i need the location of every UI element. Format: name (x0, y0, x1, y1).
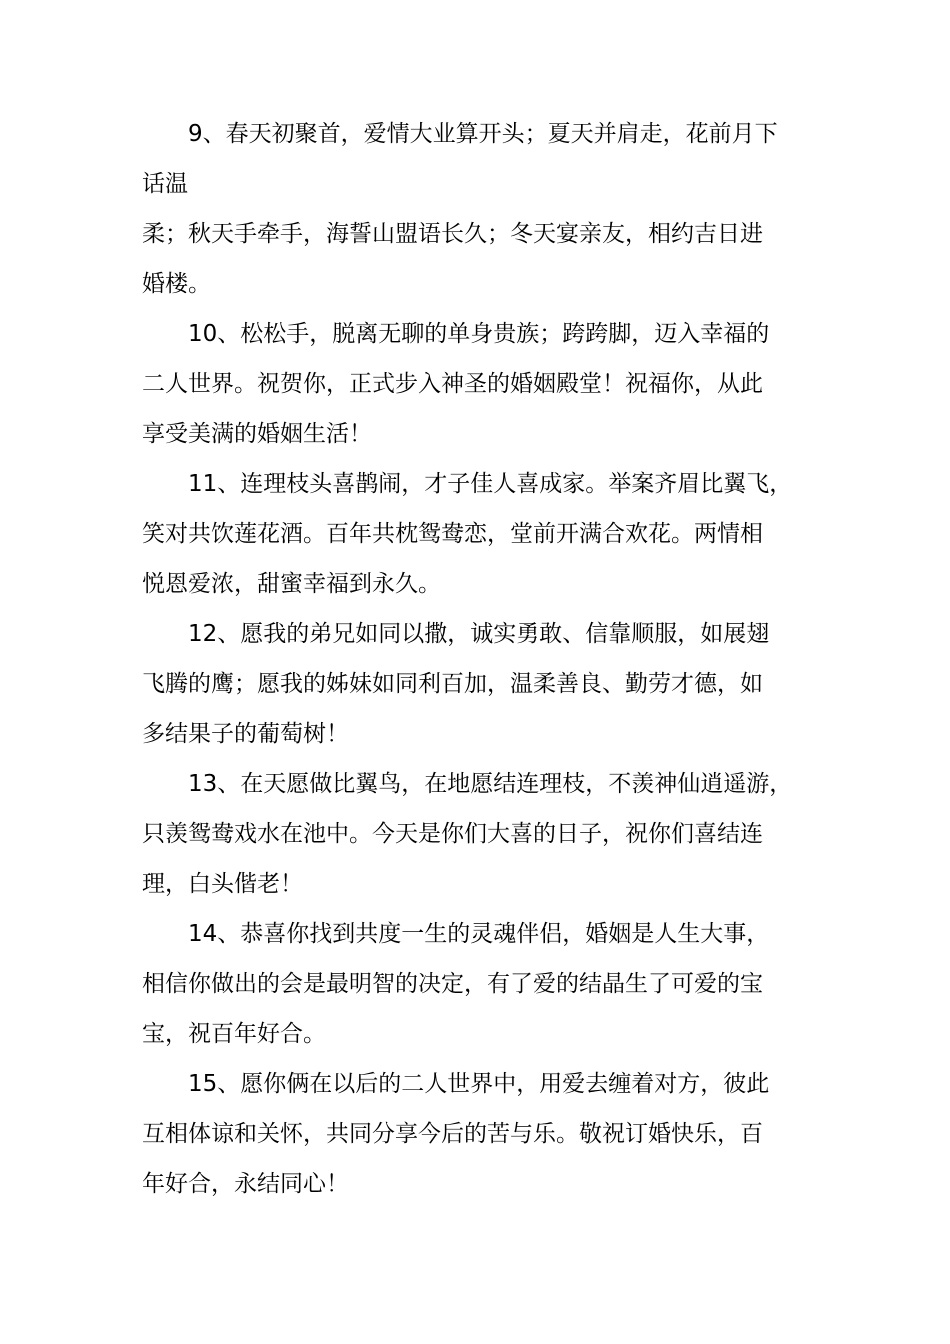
paragraph-line: 柔；秋天手牵手，海誓山盟语长久；冬天宴亲友，相约吉日进 (142, 221, 763, 247)
paragraph-14 (142, 909, 814, 1059)
paragraph-line: 享受美满的婚姻生活！ (142, 421, 372, 447)
paragraph-12 (142, 609, 814, 759)
paragraph-line: 飞腾的鹰；愿我的姊妹如同利百加，温柔善良、勤劳才德，如 (142, 671, 763, 697)
paragraph-line: 婚楼。 (142, 271, 211, 297)
paragraph-line: 相信你做出的会是最明智的决定，有了爱的结晶生了可爱的宝 (142, 971, 763, 997)
paragraph-line: 13、在天愿做比翼鸟，在地愿结连理枝，不羡神仙逍遥游， (188, 771, 793, 797)
paragraph-line: 14、恭喜你找到共度一生的灵魂伴侣，婚姻是人生大事， (188, 921, 770, 947)
paragraph-line: 年好合，永结同心！ (142, 1171, 349, 1197)
paragraph-line: 15、愿你俩在以后的二人世界中，用爱去缠着对方，彼此 (188, 1071, 770, 1097)
paragraph-line: 互相体谅和关怀，共同分享今后的苦与乐。敬祝订婚快乐，百 (142, 1121, 763, 1147)
paragraph-13 (142, 759, 814, 909)
paragraph-line: 悦恩爱浓，甜蜜幸福到永久。 (142, 571, 441, 597)
paragraph-11 (142, 459, 814, 609)
paragraph-line: 二人世界。祝贺你，正式步入神圣的婚姻殿堂！祝福你，从此 (142, 371, 763, 397)
paragraph-line: 理，白头偕老！ (142, 871, 303, 897)
paragraph-line: 宝，祝百年好合。 (142, 1021, 326, 1047)
paragraph-line: 话温 (142, 171, 188, 197)
paragraph-line: 9、春天初聚首，爱情大业算开头；夏天并肩走，花前月下 (188, 121, 778, 147)
paragraph-line: 10、松松手，脱离无聊的单身贵族；跨跨脚，迈入幸福的 (188, 321, 770, 347)
paragraph-15 (142, 1059, 814, 1209)
paragraph-line: 12、愿我的弟兄如同以撒，诚实勇敢、信靠顺服，如展翅 (188, 621, 770, 647)
paragraph-line: 11、连理枝头喜鹊闹，才子佳人喜成家。举案齐眉比翼飞， (188, 471, 793, 497)
document-body (142, 109, 814, 1209)
paragraph-line: 笑对共饮莲花酒。百年共枕鸳鸯恋，堂前开满合欢花。两情相 (142, 521, 763, 547)
paragraph-line: 只羡鸳鸯戏水在池中。今天是你们大喜的日子，祝你们喜结连 (142, 821, 763, 847)
paragraph-9 (142, 109, 814, 309)
paragraph-line: 多结果子的葡萄树！ (142, 721, 349, 747)
paragraph-10 (142, 309, 814, 459)
